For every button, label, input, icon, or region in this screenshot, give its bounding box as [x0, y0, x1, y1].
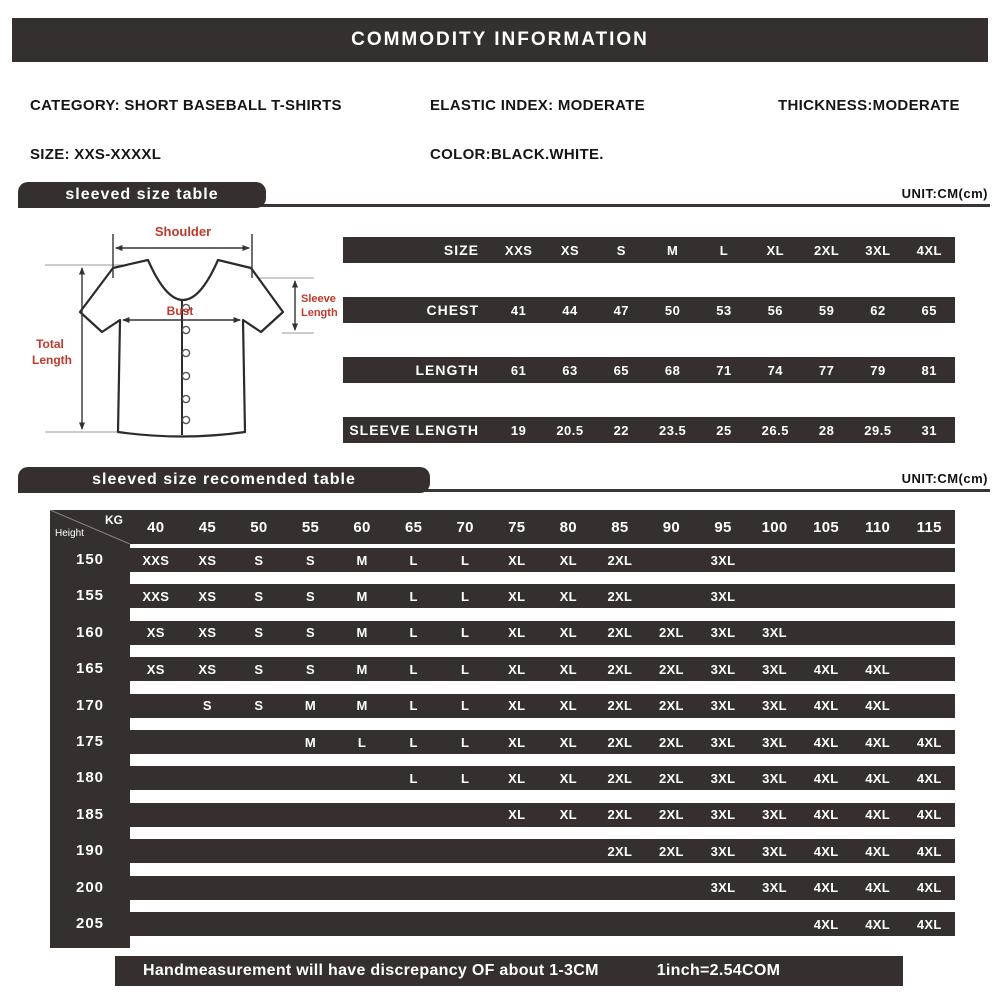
recommend-size-cell: 4XL — [813, 770, 839, 786]
height-label: 150 — [75, 551, 105, 568]
recommend-size-cell: L — [461, 661, 470, 677]
recommend-size-cell: XL — [559, 770, 577, 786]
recommend-size-cell: XXS — [142, 588, 170, 604]
recommend-size-cell: XL — [559, 698, 577, 714]
height-label: 175 — [75, 733, 105, 750]
height-label: 205 — [75, 915, 105, 932]
recommend-table-banner — [18, 467, 430, 493]
size-value-cell: XXS — [504, 242, 533, 258]
recommend-size-cell: 3XL — [710, 698, 736, 714]
size-range-text: SIZE: XXS-XXXXL — [30, 146, 162, 163]
size-value-cell: 31 — [921, 422, 938, 438]
title-bar — [12, 18, 988, 62]
weight-header-cell: 80 — [559, 518, 577, 536]
size-value-cell: 22 — [613, 422, 630, 438]
weight-header-cell: 105 — [813, 518, 840, 536]
size-value-cell: 41 — [510, 302, 527, 318]
recommend-size-cell: XL — [559, 588, 577, 604]
recommend-size-cell: 3XL — [762, 698, 787, 714]
recommend-size-cell: 2XL — [607, 552, 633, 568]
height-label: 170 — [75, 696, 105, 714]
size-value-cell: 20.5 — [556, 422, 584, 438]
recommend-size-cell: M — [356, 661, 368, 677]
recommend-row — [130, 548, 955, 572]
recommend-size-cell: 4XL — [916, 807, 942, 823]
size-value-cell: 77 — [818, 362, 835, 378]
weight-header-cell: 75 — [508, 518, 526, 536]
recommend-row — [130, 730, 955, 754]
height-corner-label: Height — [55, 528, 84, 539]
recommend-size-cell: M — [356, 625, 368, 641]
kg-corner-label: KG — [105, 513, 123, 527]
size-row-values — [493, 303, 955, 318]
recommend-size-cell: XL — [508, 807, 526, 823]
height-label: 200 — [75, 878, 105, 896]
size-value-cell: 63 — [562, 362, 578, 378]
size-value-cell: 61 — [510, 362, 527, 378]
size-value-cell: 53 — [716, 302, 732, 318]
recommend-size-cell: 4XL — [865, 661, 891, 677]
recommend-size-cell: 2XL — [607, 588, 633, 604]
weight-header-cell: 45 — [198, 518, 216, 536]
recommend-size-cell: L — [461, 770, 470, 786]
size-value-cell: XL — [766, 242, 785, 258]
recommend-size-cell: 4XL — [813, 880, 839, 896]
recommend-size-cell: 3XL — [762, 880, 787, 896]
recommend-size-cell: XL — [559, 661, 577, 677]
banner-label: sleeved size table — [65, 186, 219, 203]
recommend-size-cell: S — [254, 698, 264, 714]
button-icon — [182, 372, 189, 379]
size-value-cell: 28 — [818, 422, 835, 438]
recommend-row — [130, 912, 955, 936]
size-value-cell: 56 — [767, 302, 784, 318]
recommend-size-cell: L — [409, 734, 418, 750]
recommend-size-cell: 3XL — [710, 770, 736, 786]
recommend-size-cell: L — [357, 734, 367, 750]
recommend-size-cell: 3XL — [710, 625, 736, 641]
recommend-size-cell: XS — [198, 552, 217, 568]
tshirt-diagram-svg — [30, 220, 345, 462]
recommend-size-cell: XL — [559, 734, 577, 750]
size-value-cell: 19 — [510, 422, 527, 438]
recommend-size-cell: L — [409, 552, 418, 568]
recommend-size-cell: 4XL — [813, 698, 839, 714]
page-title: COMMODITY INFORMATION — [351, 29, 649, 50]
height-label: 155 — [75, 587, 105, 605]
weight-header-cell: 65 — [404, 518, 423, 536]
recommend-size-cell: S — [202, 698, 212, 714]
recommend-size-cell: 3XL — [710, 734, 736, 750]
banner-label: sleeved size recomended table — [92, 471, 356, 488]
recommend-size-cell: XS — [146, 661, 165, 677]
recommend-size-cell: 3XL — [762, 734, 787, 750]
recommend-size-cell: 4XL — [865, 698, 891, 714]
recommend-size-cell: 3XL — [710, 661, 736, 677]
weight-header-cell: 90 — [662, 518, 681, 536]
recommend-size-cell: L — [461, 625, 470, 641]
recommend-table — [50, 510, 955, 960]
size-value-cell: 44 — [562, 302, 578, 318]
recommend-size-cell: M — [304, 734, 317, 750]
footer-note-bar — [115, 956, 903, 986]
recommend-size-cell: 3XL — [710, 552, 736, 568]
recommend-size-cell: 4XL — [865, 807, 891, 823]
recommend-size-cell: 2XL — [659, 734, 684, 750]
button-icon — [182, 326, 189, 333]
size-value-cell: 65 — [921, 302, 938, 318]
recommend-size-cell: XS — [146, 625, 165, 641]
weight-header-cell: 70 — [456, 518, 474, 536]
unit-label: UNIT:CM(cm) — [901, 471, 988, 486]
size-table-row — [343, 417, 955, 443]
size-value-cell: S — [616, 242, 626, 258]
recommend-size-cell: 2XL — [607, 625, 633, 641]
unit-label: UNIT:CM(cm) — [901, 186, 988, 201]
weight-header-cell: 60 — [353, 518, 371, 536]
size-value-cell: 81 — [921, 362, 938, 378]
sleeved-size-table-banner — [18, 182, 266, 208]
recommend-size-cell: 2XL — [659, 661, 684, 677]
size-row-values — [493, 423, 955, 438]
recommend-row — [130, 694, 955, 718]
size-row-values — [493, 243, 955, 258]
recommend-size-cell: L — [409, 698, 418, 714]
category-text: CATEGORY: SHORT BASEBALL T-SHIRTS — [30, 97, 342, 114]
recommend-size-cell: L — [461, 698, 470, 714]
recommend-row — [130, 876, 955, 900]
button-icon — [182, 349, 189, 356]
size-value-cell: 25 — [716, 422, 732, 438]
recommend-size-cell: 4XL — [865, 734, 891, 750]
recommend-size-cell: S — [254, 552, 264, 568]
recommend-size-cell: L — [409, 625, 418, 641]
size-value-cell: 71 — [716, 362, 732, 378]
size-value-cell: 47 — [613, 302, 630, 318]
recommend-size-cell: 4XL — [813, 843, 839, 859]
size-value-cell: 4XL — [916, 242, 942, 258]
button-icon — [182, 395, 189, 402]
recommend-size-cell: 4XL — [916, 843, 942, 859]
recommend-size-cell: XL — [508, 588, 526, 604]
recommend-row — [130, 621, 955, 645]
recommend-size-cell: 4XL — [865, 916, 891, 932]
height-label: 160 — [75, 623, 105, 641]
recommend-size-cell: 4XL — [813, 734, 839, 750]
recommend-size-cell: XL — [508, 552, 526, 568]
recommend-size-cell: 3XL — [710, 843, 736, 859]
recommend-size-cell: 2XL — [607, 770, 633, 786]
shoulder-label: Shoulder — [154, 224, 212, 239]
weight-header-cell: 55 — [301, 518, 320, 536]
recommend-size-cell: 3XL — [762, 661, 787, 677]
height-label: 180 — [75, 769, 105, 787]
recommend-size-cell: L — [461, 552, 470, 568]
recommend-size-cell: L — [461, 588, 470, 604]
size-row-values — [493, 363, 955, 378]
weight-header-cell: 110 — [865, 518, 891, 536]
recommend-size-cell: 3XL — [762, 807, 787, 823]
recommend-size-cell: 4XL — [865, 770, 891, 786]
size-row-label: SLEEVE LENGTH — [349, 422, 479, 438]
recommend-size-cell: S — [254, 588, 264, 604]
recommend-size-cell: 2XL — [607, 843, 633, 859]
recommend-size-cell: XL — [559, 625, 577, 641]
recommend-size-cell: 2XL — [607, 698, 633, 714]
recommend-size-cell: 3XL — [762, 843, 787, 859]
sleeve-length-label-1: Sleeve — [301, 293, 336, 305]
recommend-row — [130, 584, 955, 608]
size-value-cell: 23.5 — [658, 422, 687, 438]
recommend-size-cell: 2XL — [659, 770, 684, 786]
size-row-label: SIZE — [443, 242, 479, 258]
size-table-row — [343, 237, 955, 263]
size-row-label: LENGTH — [415, 362, 479, 378]
recommend-size-cell: M — [304, 698, 317, 714]
recommend-size-cell: XS — [198, 661, 217, 677]
measurement-note: Handmeasurement will have discrepancy OF about 1-3CM — [143, 962, 599, 979]
recommend-size-cell: S — [305, 661, 315, 677]
sleeve-length-label-2: Length — [301, 307, 338, 319]
recommend-size-cell: XL — [508, 770, 526, 786]
inch-conversion: 1inch=2.54COM — [656, 962, 781, 979]
recommend-size-cell: L — [409, 770, 418, 786]
recommend-size-cell: L — [461, 734, 470, 750]
size-value-cell: 79 — [870, 362, 886, 378]
recommend-size-cell: 4XL — [916, 734, 942, 750]
recommend-size-cell: M — [356, 588, 368, 604]
recommend-size-cell: 4XL — [916, 880, 942, 896]
size-value-cell: 68 — [664, 362, 681, 378]
recommend-size-cell: 4XL — [813, 807, 839, 823]
recommend-row — [130, 766, 955, 790]
recommend-size-cell: XL — [559, 807, 577, 823]
recommend-size-cell: 2XL — [659, 625, 684, 641]
recommend-size-cell: 4XL — [916, 770, 942, 786]
elastic-index-text: ELASTIC INDEX: MODERATE — [430, 97, 645, 114]
recommend-size-cell: XS — [198, 625, 217, 641]
color-text: COLOR:BLACK.WHITE. — [430, 146, 604, 163]
size-value-cell: 62 — [870, 302, 886, 318]
size-value-cell: M — [666, 242, 679, 258]
recommend-size-cell: XXS — [142, 552, 170, 568]
recommend-size-cell: 4XL — [813, 916, 839, 932]
recommend-size-cell: XS — [198, 588, 217, 604]
recommend-size-cell: 2XL — [607, 734, 633, 750]
size-value-cell: 29.5 — [864, 422, 892, 438]
recommend-size-cell: S — [305, 625, 315, 641]
height-column — [50, 510, 130, 948]
size-row-label: CHEST — [426, 302, 479, 318]
recommend-size-cell: 2XL — [659, 843, 684, 859]
recommend-size-cell: 3XL — [710, 807, 736, 823]
weight-header-cell: 50 — [250, 518, 268, 536]
thickness-text: THICKNESS:MODERATE — [778, 97, 960, 114]
weight-header-cell: 85 — [611, 518, 629, 536]
recommend-size-cell: 3XL — [762, 625, 787, 641]
recommend-row — [130, 803, 955, 827]
height-label: 185 — [75, 805, 105, 823]
recommend-size-cell: XL — [559, 552, 577, 568]
tshirt-measurement-diagram — [30, 220, 345, 462]
size-value-cell: XS — [560, 242, 580, 258]
size-value-cell: L — [719, 242, 729, 258]
recommend-size-cell: M — [356, 698, 368, 714]
recommend-size-cell: 4XL — [916, 916, 942, 932]
recommend-size-cell: S — [254, 661, 264, 677]
size-value-cell: 2XL — [813, 242, 840, 258]
recommend-row — [130, 657, 955, 681]
weight-header-cell: 115 — [916, 518, 942, 536]
recommend-size-cell: XL — [508, 734, 526, 750]
recommend-size-cell: XL — [508, 661, 526, 677]
recommend-size-cell: XL — [508, 698, 526, 714]
button-icon — [182, 416, 189, 423]
size-value-cell: 65 — [613, 362, 630, 378]
size-value-cell: 26.5 — [761, 422, 789, 438]
recommend-size-cell: L — [409, 588, 418, 604]
recommend-size-cell: S — [305, 552, 315, 568]
recommend-size-cell: M — [356, 552, 368, 568]
recommend-size-cell: S — [254, 625, 264, 641]
recommend-size-cell: 4XL — [865, 880, 891, 896]
recommend-size-cell: S — [305, 588, 315, 604]
recommend-size-cell: 4XL — [813, 661, 839, 677]
bust-label: Bust — [166, 304, 194, 318]
height-label: 190 — [75, 842, 105, 860]
total-length-label-1: Total — [36, 337, 64, 351]
recommend-size-cell: 3XL — [710, 588, 736, 604]
recommend-size-cell: 2XL — [659, 807, 684, 823]
recommend-row — [130, 839, 955, 863]
size-value-cell: 74 — [767, 362, 784, 378]
weight-header-cell: 100 — [761, 518, 788, 536]
size-value-cell: 3XL — [865, 242, 891, 258]
recommend-size-cell: 2XL — [607, 807, 633, 823]
recommend-size-cell: 2XL — [607, 661, 633, 677]
weight-header-cell: 95 — [714, 518, 732, 536]
recommend-size-cell: 3XL — [762, 770, 787, 786]
recommend-size-cell: L — [409, 661, 418, 677]
size-table-row — [343, 297, 955, 323]
recommend-size-cell: 4XL — [865, 843, 891, 859]
total-length-label-2: Length — [32, 353, 72, 367]
recommend-size-cell: XL — [508, 625, 526, 641]
size-table-row — [343, 357, 955, 383]
height-label: 165 — [75, 660, 105, 678]
size-value-cell: 59 — [818, 302, 835, 318]
size-value-cell: 50 — [664, 302, 681, 318]
weight-header-row — [130, 510, 955, 544]
recommend-size-cell: 3XL — [710, 880, 736, 896]
recommend-size-cell: 2XL — [659, 698, 684, 714]
weight-header-cell: 40 — [147, 518, 165, 536]
